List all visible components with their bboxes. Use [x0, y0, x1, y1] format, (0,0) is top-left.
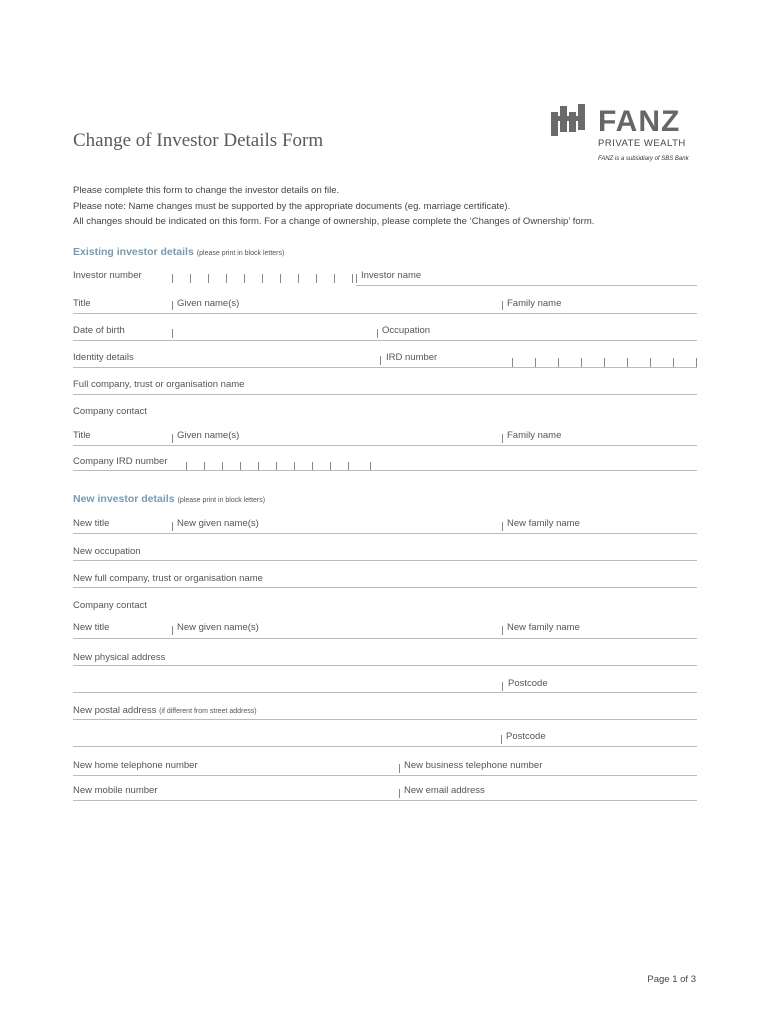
- new-physical-address-field-1[interactable]: [73, 665, 697, 666]
- logo-wordmark: FANZ: [598, 105, 681, 138]
- intro-line-1: Please complete this form to change the investor details on file.: [73, 185, 340, 196]
- new-occupation-label: New occupation: [73, 546, 141, 557]
- dob-label: Date of birth: [73, 325, 125, 336]
- new-email-label: New email address: [404, 785, 485, 796]
- intro-line-2: Please note: Name changes must be supported by the appropriate documents (eg. marriage certificate).: [73, 201, 511, 212]
- investor-number-label: Investor number: [73, 270, 142, 281]
- company-ird-label: Company IRD number: [73, 456, 168, 467]
- fanz-logo-icon: [551, 102, 591, 142]
- logo-subtitle: PRIVATE WEALTH: [598, 138, 686, 149]
- postcode-2-label: Postcode: [506, 731, 546, 742]
- investor-name-field[interactable]: [356, 285, 697, 286]
- contact-new-title-label: New title: [73, 622, 110, 633]
- new-full-company-field[interactable]: [73, 587, 697, 588]
- new-section-heading: [73, 493, 265, 505]
- existing-section-heading: [73, 246, 284, 258]
- identity-details-label: Identity details: [73, 352, 134, 363]
- new-postal-address-label: [73, 705, 257, 716]
- investor-number-boxes[interactable]: [172, 271, 352, 283]
- new-physical-address-field-2[interactable]: [73, 692, 697, 693]
- new-mobile-label: New mobile number: [73, 785, 158, 796]
- contact-name-field[interactable]: [73, 445, 697, 446]
- new-company-contact-label: Company contact: [73, 600, 147, 611]
- new-given-names-label: New given name(s): [177, 518, 259, 529]
- new-name-field[interactable]: [73, 533, 697, 534]
- company-ird-field[interactable]: [73, 470, 697, 471]
- existing-heading-note: (please print in block letters): [196, 250, 285, 257]
- contact-new-family-name-label: New family name: [507, 622, 580, 633]
- contact-family-name-label: Family name: [507, 430, 562, 441]
- new-postal-address-field-2[interactable]: [73, 746, 697, 747]
- family-name-label: Family name: [507, 298, 562, 309]
- identity-field[interactable]: [73, 367, 697, 368]
- investor-name-label: Investor name: [361, 270, 422, 281]
- new-physical-address-label: New physical address: [73, 652, 166, 663]
- mobile-email-row-field[interactable]: [73, 800, 697, 801]
- name-row-field[interactable]: [73, 313, 697, 314]
- new-postal-address-field-1[interactable]: [73, 719, 697, 720]
- full-company-field[interactable]: [73, 394, 697, 395]
- page-title: Change of Investor Details Form: [73, 130, 324, 151]
- given-names-label: Given name(s): [177, 298, 240, 309]
- new-occupation-field[interactable]: [73, 560, 697, 561]
- fanz-logo: [551, 100, 701, 170]
- contact-new-name-field[interactable]: [73, 638, 697, 639]
- dob-occupation-field[interactable]: [73, 340, 697, 341]
- new-heading-note: (please print in block letters): [177, 497, 266, 504]
- company-contact-label: Company contact: [73, 406, 147, 417]
- phone-row-field[interactable]: [73, 775, 697, 776]
- existing-heading-text: Existing investor details: [73, 246, 194, 258]
- new-postal-address-text: New postal address: [73, 705, 157, 716]
- new-full-company-label: New full company, trust or organisation name: [73, 573, 263, 584]
- new-home-phone-label: New home telephone number: [73, 760, 198, 771]
- full-company-label: Full company, trust or organisation name: [73, 379, 245, 390]
- contact-new-given-names-label: New given name(s): [177, 622, 259, 633]
- contact-title-label: Title: [73, 430, 91, 441]
- intro-line-3: All changes should be indicated on this form. For a change of ownership, please complete the ‘Changes of Ownership’ form.: [73, 216, 595, 227]
- postal-address-note: (if different from street address): [159, 708, 257, 715]
- ird-number-boxes[interactable]: [512, 355, 696, 367]
- postcode-1-label: Postcode: [508, 678, 548, 689]
- new-business-phone-label: New business telephone number: [404, 760, 543, 771]
- occupation-label: Occupation: [382, 325, 431, 336]
- new-family-name-label: New family name: [507, 518, 580, 529]
- title-label: Title: [73, 298, 91, 309]
- logo-note: FANZ is a subsidiary of SBS Bank: [598, 156, 689, 162]
- new-heading-text: New investor details: [73, 493, 175, 505]
- new-title-label: New title: [73, 518, 110, 529]
- ird-number-label: IRD number: [386, 352, 438, 363]
- contact-given-names-label: Given name(s): [177, 430, 240, 441]
- page-number: Page 1 of 3: [647, 974, 696, 985]
